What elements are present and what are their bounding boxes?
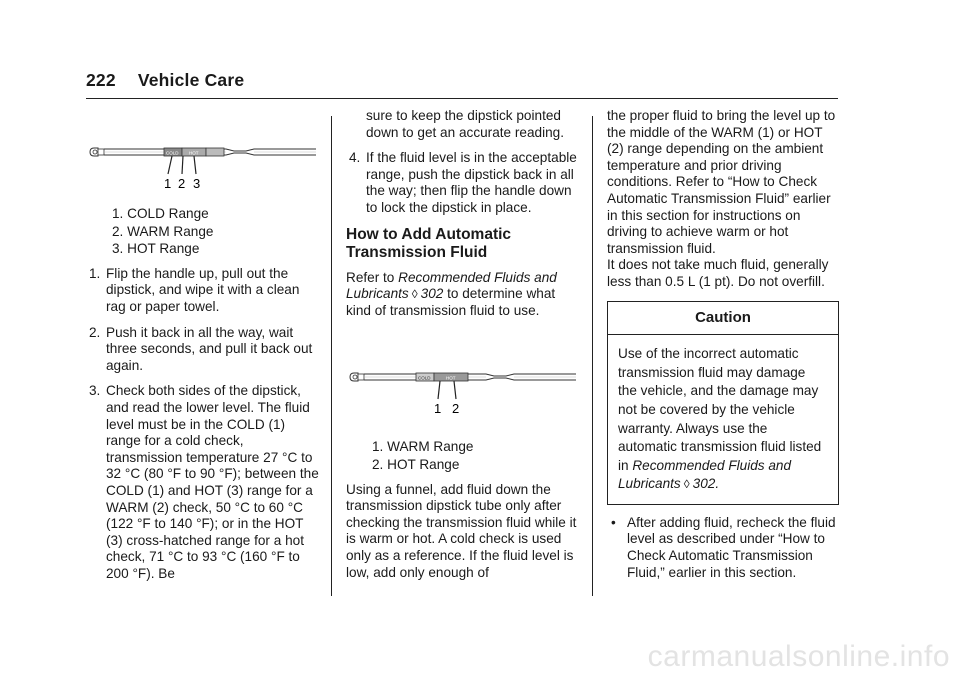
section-heading: How to Add Automatic Transmission Fluid [346,225,512,261]
funnel-paragraph: Using a funnel, add fluid down the transmission dipstick tube only after checking the transmission fluid while it is warm or hot. A cold check is used only as a reference. If the fluid level is low, add only enough of [346,481,577,580]
callout-2: 2 [178,176,186,191]
legend-item: 2. HOT Range [372,456,460,472]
tag-hot: HOT [189,150,199,156]
caution-body: Use of the incorrect automatic transmission fluid may damage the vehicle, and the damage may not be covered by the vehicle warranty. Always use the automatic transmission fluid listed in Recommended Fluids and Lubricants ◊ 302. [618,346,822,492]
caution-title: Caution [608,302,838,336]
caution-box [607,301,839,505]
tag-cold: COLD [166,150,179,156]
watermark: carmanualsonline.info [647,640,950,673]
dipstick-figure-1 [86,116,322,196]
refer-paragraph: Refer to Recommended Fluids and Lubricants ◊ 302 to determine what kind of transmission fluid to use. [346,269,557,318]
fluid-level-paragraph: the proper fluid to bring the level up to the middle of the WARM (1) or HOT (2) range depending on the ambient temperature and prior driving conditions. Refer to “How to Check Automatic Transmission Fluid” earlier in this section for instructions on driving to achieve warm or hot transmission fluid. [607,108,836,256]
fluid-amount-paragraph: It does not take much fluid, generally less than 0.5 L (1 pt). Do not overfill. [607,257,829,289]
step-4: 4. If the fluid level is in the acceptable range, push the dipstick back in all the way; then flip the handle down to lock the dipstick in place. [349,150,577,215]
step-3: 3. Check both sides of the dipstick, and read the lower level. The fluid level must be in the COLD (1) range for a cold check, transmission temperature 27 °C to 32 °C (80 °F to 90 °F); between the COLD (1) and HOT (3) range for a WARM (2) check, 50 °C to 60 °C (122 °F to 140 °F); or in the HOT (3) cross-hatched range for a hot check, 71 °C to 93 °C (160 °F to 200 °F). Be [89,383,319,581]
page-header [86,70,244,91]
caution-fluids-link[interactable]: Recommended Fluids and Lubricants [618,457,792,492]
step-1: 1. Flip the handle up, pull out the dipstick, and wipe it with a clean rag or paper towel. [89,265,300,314]
callout-3: 3 [193,176,201,191]
tag-cold-2: COLD [418,375,431,381]
page-ref-symbol: ◊ [683,477,690,492]
callout-1: 1 [164,176,172,191]
recommended-fluids-link[interactable]: Recommended Fluids and Lubricants [346,269,557,302]
legend-item: 1. WARM Range [372,439,474,455]
step-3-continued: sure to keep the dipstick pointed down to get an accurate reading. [366,108,564,140]
header-rule [86,98,838,99]
page-title: Vehicle Care [137,70,245,90]
callout-1: 1 [434,401,442,417]
column-divider-right [592,116,593,596]
recheck-bullet: • After adding fluid, recheck the fluid level as described under “How to Check Automatic Transmission Fluid,” earlier in this section. [611,514,836,580]
page-ref-symbol: ◊ [411,287,418,302]
legend-item: 2. WARM Range [112,223,214,239]
dipstick-figure-2 [346,329,582,429]
column-2 [346,108,582,591]
page-number: 222 [86,70,116,90]
callout-2: 2 [452,401,460,417]
figure-2-legend [346,439,582,473]
figure-1-legend [86,206,322,258]
tag-hot-2: HOT [446,375,456,381]
legend-item: 3. HOT Range [112,241,200,257]
step-2: 2. Push it back in all the way, wait three seconds, and pull it back out again. [89,324,313,373]
legend-item: 1. COLD Range [112,206,209,221]
column-3 [607,108,839,581]
column-divider-left [331,116,332,596]
column-1 [86,116,322,591]
